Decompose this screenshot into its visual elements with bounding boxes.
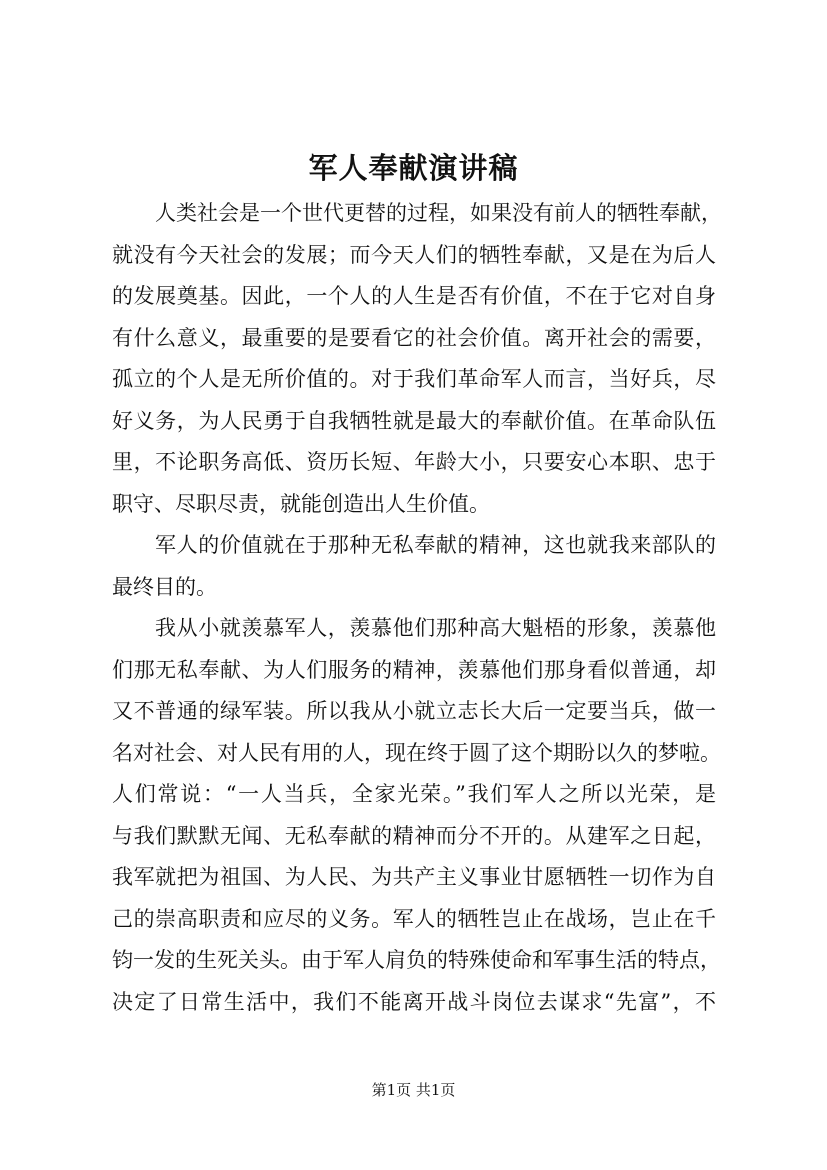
paragraph-line: 己的崇高职责和应尽的义务。军人的牺牲岂止在战场，岂止在千 (112, 906, 716, 931)
paragraph-line: 又不普通的绿军装。所以我从小就立志长大后一定要当兵，做一 (112, 699, 716, 723)
paragraph-line: 好义务，为人民勇于自我牺牲就是最大的奉献价值。在革命队伍 (112, 408, 716, 433)
page-footer: 第1页 共1页 (371, 1081, 456, 1099)
paragraph-line: 孤立的个人是无所价值的。对于我们革命军人而言，当好兵，尽 (112, 367, 716, 391)
paragraph-line: 军人的价值就在于那种无私奉献的精神，这也就我来部队的 (155, 533, 716, 557)
paragraph-line: 人们常说：“一人当兵，全家光荣。”我们军人之所以光荣，是 (112, 782, 716, 806)
paragraph-line: 最终目的。 (112, 574, 217, 599)
paragraph-line: 的发展奠基。因此，一个人的人生是否有价值，不在于它对自身 (112, 284, 716, 308)
paragraph-line: 名对社会、对人民有用的人，现在终于圆了这个期盼以久的梦啦。 (112, 740, 721, 765)
paragraph-line: 们那无私奉献、为人们服务的精神，羡慕他们那身看似普通，却 (112, 657, 716, 682)
paragraph-line: 人类社会是一个世代更替的过程，如果没有前人的牺牲奉献， (155, 201, 722, 225)
paragraph-line: 决定了日常生活中，我们不能离开战斗岗位去谋求“先富”，不 (112, 989, 716, 1014)
paragraph-line: 我军就把为祖国、为人民、为共产主义事业甘愿牺牲一切作为自 (112, 865, 716, 889)
paragraph-line: 有什么意义，最重要的是要看它的社会价值。离开社会的需要， (112, 325, 716, 350)
document-title: 军人奉献演讲稿 (308, 151, 519, 185)
paragraph-line: 就没有今天社会的发展；而今天人们的牺牲奉献，又是在为后人 (112, 242, 716, 267)
paragraph-line: 我从小就羡慕军人，羡慕他们那种高大魁梧的形象，羡慕他 (155, 616, 716, 640)
document-body (112, 193, 722, 1023)
paragraph-line: 与我们默默无闻、无私奉献的精神而分不开的。从建军之日起， (112, 823, 716, 848)
paragraph-line: 职守、尽职尽责，就能创造出人生价值。 (112, 491, 490, 516)
paragraph-line: 钧一发的生死关头。由于军人肩负的特殊使命和军事生活的特点， (112, 948, 721, 972)
paragraph-line: 里，不论职务高低、资历长短、年龄大小，只要安心本职、忠于 (112, 450, 716, 474)
